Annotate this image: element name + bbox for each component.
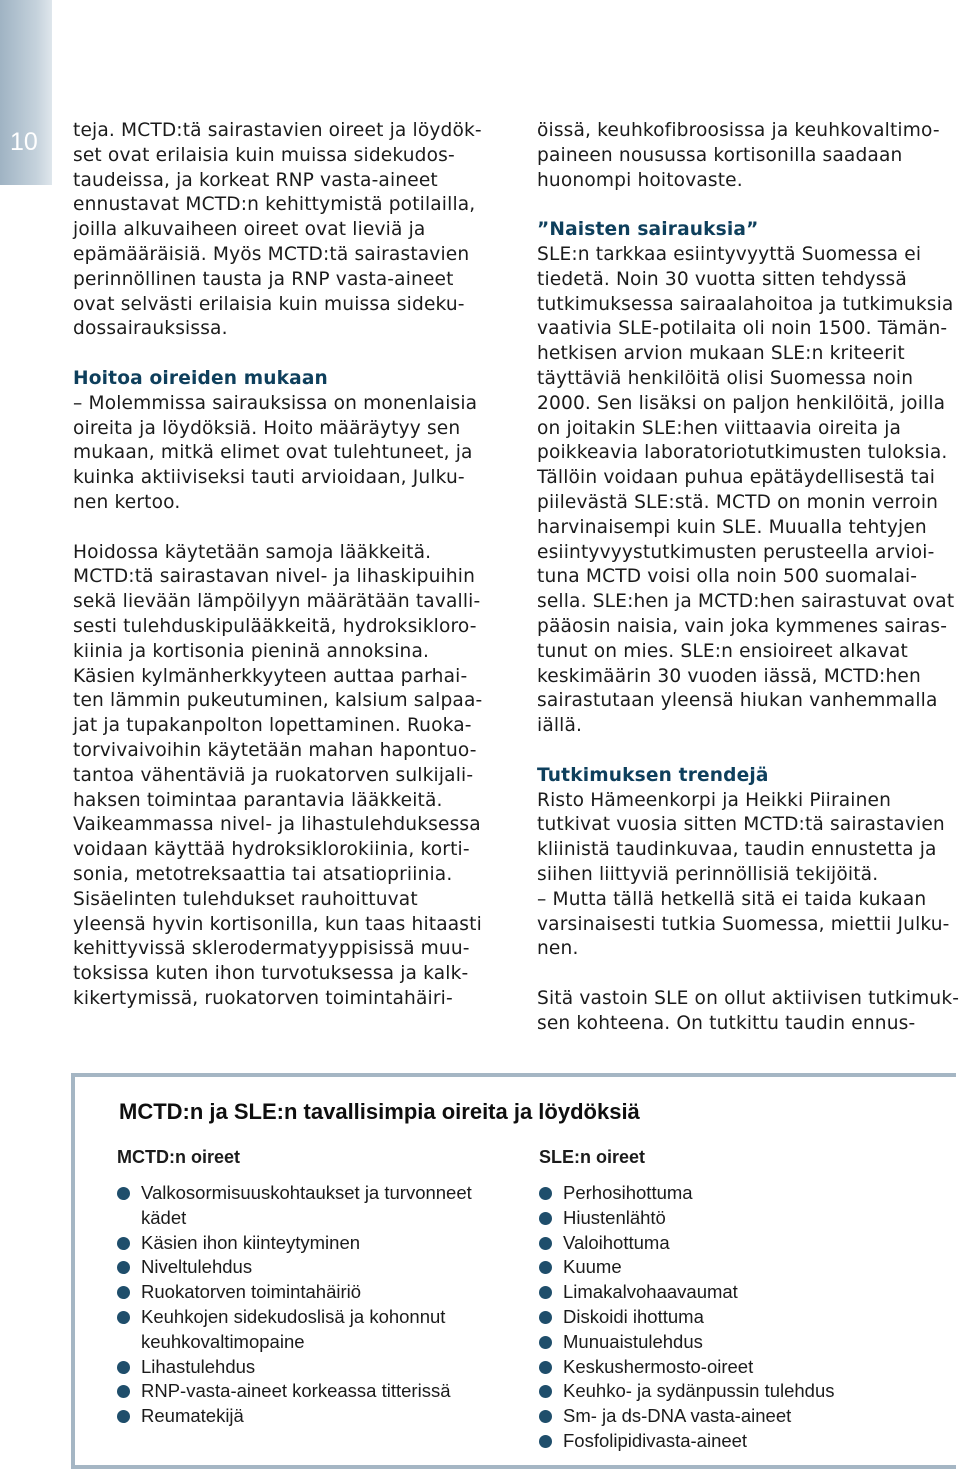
text-line: epämääräisiä. Myös MCTD:tä sairastavien	[73, 243, 470, 265]
symptoms-box	[71, 1073, 956, 1469]
sle-symptom-item	[539, 1181, 939, 1206]
symptom-text: keuhkovaltimopaine	[141, 1330, 305, 1352]
text-line: esiintyvyystutkimusten perusteella arvioi-	[537, 541, 935, 563]
symptom-text: Valkosormisuuskohtaukset ja turvonneet	[141, 1182, 472, 1203]
text-line: kikertymissä, ruokatorven toimintahäiri-	[73, 987, 453, 1009]
page-tab	[0, 0, 52, 185]
text-line: Tällöin voidaan puhua epätäydellisestä tai	[537, 467, 936, 489]
symptom-text: Sm- ja ds-DNA vasta-aineet	[563, 1405, 792, 1427]
text-line: nen.	[537, 938, 579, 960]
text-line: tutkimuksessa sairaalahoitoa ja tutkimuksia	[537, 293, 954, 315]
sle-symptom-item	[539, 1429, 939, 1454]
text-line: yleensä hyvin kortisonilla, kun taas hitaasti	[73, 913, 482, 935]
symptom-text: Diskoidi ihottuma	[563, 1305, 704, 1327]
text-line: sairastutaan yleensä hiukan vanhemmalla	[537, 690, 938, 712]
text-line: Sitä vastoin SLE on ollut aktiivisen tutkimuk-	[537, 987, 960, 1009]
mctd-symptom-item	[117, 1379, 517, 1404]
bullet-icon	[117, 1261, 130, 1274]
mctd-symptom-item	[117, 1231, 517, 1256]
bullet-icon	[539, 1261, 552, 1274]
text-line: jat ja tupakanpolton lopettaminen. Ruoka-	[73, 715, 472, 737]
text-line: vaativia SLE-potilaita oli noin 1500. Tämän-	[537, 318, 948, 340]
text-line: kehittyvissä sklerodermatyyppisissä muu-	[73, 938, 470, 960]
symptom-text: Hiustenlähtö	[563, 1206, 666, 1228]
text-line: sesti tulehduskipulääkkeitä, hydroksikloro-	[73, 615, 477, 637]
text-line: kuinka aktiiviseksi tauti arvioidaan, Julku-	[73, 467, 465, 489]
text-line: Risto Hämeenkorpi ja Heikki Piirainen	[537, 789, 892, 811]
text-line: kliinistä taudinkuvaa, taudin ennustetta ja	[537, 839, 937, 861]
text-line: ten lämmin pukeutuminen, kalsium salpaa-	[73, 690, 483, 712]
symptom-text: Keuhkojen sidekudoslisä ja kohonnut	[141, 1305, 446, 1327]
section-heading: Tutkimuksen trendejä	[537, 764, 769, 786]
symptom-text: Niveltulehdus	[141, 1256, 253, 1278]
bullet-icon	[117, 1385, 130, 1398]
bullet-icon	[117, 1410, 130, 1423]
text-line: haksen toimintaa parantavia lääkkeitä.	[73, 789, 443, 811]
mctd-list	[117, 1181, 517, 1429]
bullet-icon	[539, 1237, 552, 1250]
mctd-symptom-item	[117, 1330, 517, 1355]
bullet-icon	[539, 1212, 552, 1225]
text-line: tunut on mies. SLE:n ensioireet alkavat	[537, 640, 908, 662]
text-line: pääosin naisia, vain joka kymmenes sairas-	[537, 615, 948, 637]
mctd-symptom-item	[117, 1181, 517, 1206]
bullet-icon	[539, 1361, 552, 1374]
text-line: perinnöllinen tausta ja RNP vasta-aineet	[73, 268, 454, 290]
symptom-text: Kuume	[563, 1256, 622, 1278]
text-line: oireita ja löydöksiä. Hoito määräytyy sen	[73, 417, 461, 439]
text-line: torvivaivoihin käytetään mahan hapontuo-	[73, 739, 477, 761]
bullet-icon	[539, 1385, 552, 1398]
symptom-text: RNP-vasta-aineet korkeassa titterissä	[141, 1380, 451, 1402]
text-line: Sisäelinten tulehdukset rauhoittuvat	[73, 888, 418, 910]
mctd-title: MCTD:n oireet	[117, 1147, 240, 1167]
sle-symptom-item	[539, 1231, 939, 1256]
text-line: tiedetä. Noin 30 vuotta sitten tehdyssä	[537, 268, 907, 290]
symptom-text: Munuaistulehdus	[563, 1330, 703, 1352]
sle-symptom-item	[539, 1355, 939, 1380]
symptom-text: Fosfolipidivasta-aineet	[563, 1429, 748, 1451]
text-line	[537, 962, 957, 987]
sle-symptom-item	[539, 1379, 939, 1404]
text-line: sella. SLE:hen ja MCTD:hen sairastuvat ovat	[537, 591, 955, 613]
text-line: sekä lievään lämpöilyyn määrätään tavalli-	[73, 591, 481, 613]
symptom-text: Perhosihottuma	[563, 1182, 693, 1203]
text-line: öissä, keuhkofibroosissa ja keuhkovaltimo-	[537, 120, 940, 141]
bullet-icon	[117, 1311, 130, 1324]
mctd-symptom-item	[117, 1355, 517, 1380]
sle-symptoms	[539, 1147, 939, 1454]
text-line: hetkisen arvion mukaan SLE:n kriteerit	[537, 343, 905, 365]
text-line: sen kohteena. On tutkittu taudin ennus-	[537, 1012, 916, 1034]
text-line: paineen nousussa kortisonilla saadaan	[537, 144, 903, 166]
text-line: voidaan käyttää hydroksiklorokiinia, korti-	[73, 839, 470, 861]
sle-symptom-item	[539, 1206, 939, 1231]
text-line: siihen liittyviä perinnöllisiä tekijöitä.	[537, 863, 879, 885]
bullet-icon	[117, 1286, 130, 1299]
text-line: taudeissa, ja korkeat RNP vasta-aineet	[73, 169, 438, 191]
bullet-icon	[539, 1286, 552, 1299]
text-line: dossairauksissa.	[73, 318, 228, 340]
symptom-text: Lihastulehdus	[141, 1355, 256, 1377]
text-line: sonia, metotreksaattia tai atsatiopriinia.	[73, 863, 453, 885]
text-line: Käsien kylmänherkkyyteen auttaa parhai-	[73, 665, 468, 687]
text-line: keskimäärin 30 vuoden iässä, MCTD:hen	[537, 665, 921, 687]
text-line: ennustavat MCTD:n kehittymistä potilailla,	[73, 194, 476, 216]
text-line	[73, 342, 498, 367]
mctd-symptom-item	[117, 1206, 517, 1231]
bullet-icon	[539, 1336, 552, 1349]
text-line: varsinaisesti tutkia Suomessa, miettii Julku-	[537, 913, 950, 935]
symptom-text: Käsien ihon kiinteytyminen	[141, 1231, 361, 1253]
mctd-symptom-item	[117, 1280, 517, 1305]
text-line: piilevästä SLE:stä. MCTD on monin verroin	[537, 491, 939, 513]
text-line	[537, 739, 957, 764]
sle-symptom-item	[539, 1305, 939, 1330]
mctd-symptom-item	[117, 1404, 517, 1429]
mctd-symptom-item	[117, 1255, 517, 1280]
bullet-icon	[117, 1361, 130, 1374]
text-line: harvinaisempi kuin SLE. Muualla tehtyjen	[537, 516, 927, 538]
text-line: mukaan, mitkä elimet ovat tulehtuneet, ja	[73, 442, 473, 464]
text-line: 2000. Sen lisäksi on paljon henkilöitä, joilla	[537, 392, 946, 414]
text-line: set ovat erilaisia kuin muissa sidekudos-	[73, 144, 455, 166]
bullet-icon	[117, 1187, 130, 1200]
right-column	[537, 119, 960, 1036]
symptom-text: Ruokatorven toimintahäiriö	[141, 1281, 362, 1303]
sle-symptom-item	[539, 1404, 939, 1429]
text-line: kiinia ja kortisonia pieninä annoksina.	[73, 640, 430, 662]
text-line: on joitakin SLE:hen viittaavia oireita ja	[537, 417, 902, 439]
text-line: tuna MCTD voisi olla noin 500 suomalai-	[537, 566, 918, 588]
symptom-text: Keuhko- ja sydänpussin tulehdus	[563, 1380, 835, 1402]
text-line: – Molemmissa sairauksissa on monenlaisia	[73, 392, 478, 414]
sle-symptom-item	[539, 1330, 939, 1355]
box-title: MCTD:n ja SLE:n tavallisimpia oireita ja löydöksiä	[119, 1099, 640, 1124]
text-line: toksissa kuten ihon turvotuksessa ja kalk-	[73, 963, 469, 985]
text-line: teja. MCTD:tä sairastavien oireet ja löydök-	[73, 120, 482, 141]
left-column	[73, 119, 498, 1012]
text-line: Vaikeammassa nivel- ja lihastulehduksessa	[73, 814, 481, 836]
symptom-text: Valoihottuma	[563, 1231, 670, 1253]
text-line: täyttäviä henkilöitä olisi Suomessa noin	[537, 367, 914, 389]
sle-symptom-item	[539, 1280, 939, 1305]
text-line	[73, 516, 498, 541]
text-line: nen kertoo.	[73, 491, 181, 513]
section-heading: ”Naisten sairauksia”	[537, 219, 759, 241]
symptom-text: Reumatekijä	[141, 1405, 244, 1427]
text-line: joilla alkuvaiheen oireet ovat lieviä ja	[73, 219, 426, 241]
text-line: Hoidossa käytetään samoja lääkkeitä.	[73, 541, 432, 563]
page-number: 10	[10, 128, 38, 156]
text-line: iällä.	[537, 715, 583, 737]
text-line: poikkeavia laboratoriotutkimusten tuloksia.	[537, 442, 948, 464]
text-line: huonompi hoitovaste.	[537, 169, 743, 191]
text-line: – Mutta tällä hetkellä sitä ei taida kukaan	[537, 888, 927, 910]
mctd-symptom-item	[117, 1305, 517, 1330]
symptom-text: Keskushermosto-oireet	[563, 1355, 754, 1377]
bullet-icon	[539, 1311, 552, 1324]
text-line: SLE:n tarkkaa esiintyvyyttä Suomessa ei	[537, 243, 922, 265]
bullet-icon	[539, 1187, 552, 1200]
text-line: ovat selvästi erilaisia kuin muissa sideku-	[73, 293, 465, 315]
sle-symptom-item	[539, 1255, 939, 1280]
bullet-icon	[117, 1237, 130, 1250]
text-line: tutkivat vuosia sitten MCTD:tä sairastavien	[537, 814, 945, 836]
bullet-icon	[539, 1435, 552, 1448]
section-heading: Hoitoa oireiden mukaan	[73, 367, 328, 389]
sle-title: SLE:n oireet	[539, 1147, 646, 1167]
text-line	[537, 193, 957, 218]
text-line: tantoa vähentäviä ja ruokatorven sulkijali-	[73, 764, 474, 786]
symptom-text: kädet	[141, 1206, 187, 1228]
symptom-text: Limakalvohaavaumat	[563, 1281, 738, 1303]
bullet-icon	[539, 1410, 552, 1423]
mctd-symptoms	[117, 1147, 517, 1429]
text-line: MCTD:tä sairastavan nivel- ja lihaskipuihin	[73, 566, 476, 588]
sle-list	[539, 1181, 939, 1454]
